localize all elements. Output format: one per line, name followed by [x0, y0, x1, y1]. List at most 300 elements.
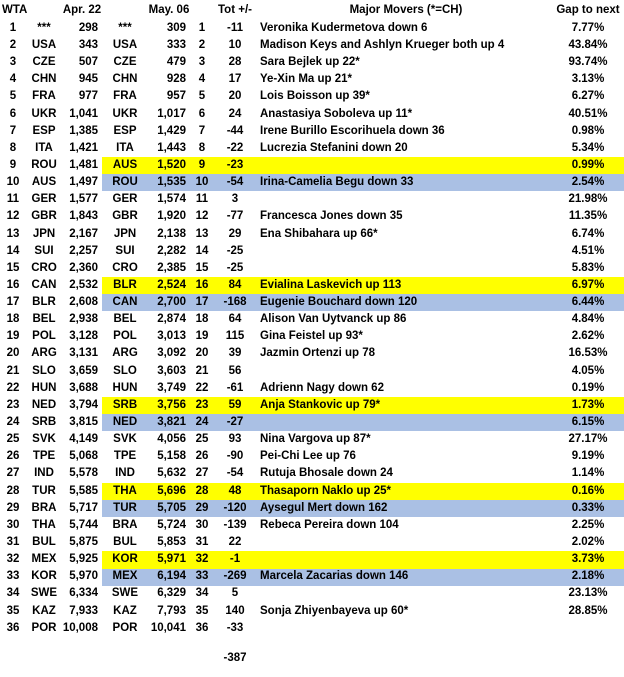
row-left-section	[0, 329, 102, 346]
rank-cell: 3	[9, 56, 17, 69]
may-rank-cell: 18	[195, 313, 209, 326]
row-right-section	[102, 140, 624, 157]
column-header-gap-to-next: Gap to next	[556, 4, 620, 17]
totals-row	[0, 650, 624, 667]
rank-cell: 5	[9, 90, 17, 103]
tot-change-cell: 10	[228, 38, 242, 51]
row-right-section	[102, 71, 624, 88]
rank-cell: 30	[6, 518, 20, 531]
tot-change-cell: -22	[226, 141, 244, 154]
column-header-may-06: May. 06	[148, 4, 190, 17]
column-header-major-movers: Major Movers (*=CH)	[349, 4, 463, 17]
table-row	[0, 363, 624, 380]
apr-country-cell: ***	[37, 21, 51, 34]
may-points-cell: 5,632	[157, 467, 186, 480]
tot-change-cell: 3	[231, 193, 239, 206]
may-country-cell: GER	[112, 193, 138, 206]
mover-cell: Pei-Chi Lee up 76	[260, 450, 356, 463]
gap-cell: 5.83%	[571, 261, 605, 274]
rank-cell: 20	[6, 347, 20, 360]
tot-change-cell: 115	[225, 330, 245, 343]
totals-left-section	[0, 650, 102, 667]
row-right-section	[102, 37, 624, 54]
may-rank-cell: 30	[195, 518, 209, 531]
may-points-cell: 2,138	[157, 227, 186, 240]
mover-cell: Rebeca Pereira down 104	[260, 518, 399, 531]
row-left-section	[0, 346, 102, 363]
gap-cell: 2.18%	[571, 570, 605, 583]
table-row	[0, 329, 624, 346]
may-rank-cell: 1	[198, 21, 206, 34]
may-country-cell: ARG	[112, 347, 138, 360]
apr-country-cell: HUN	[31, 381, 57, 394]
may-country-cell: IND	[115, 467, 135, 480]
row-left-section	[0, 20, 102, 37]
may-points-cell: 5,971	[157, 553, 186, 566]
may-country-cell: MEX	[112, 570, 138, 583]
gap-cell: 11.35%	[568, 210, 608, 223]
mover-cell: Aysegul Mert down 162	[260, 501, 388, 514]
apr-points-cell: 2,608	[69, 296, 98, 309]
row-left-section	[0, 534, 102, 551]
row-left-section	[0, 71, 102, 88]
may-points-cell: 333	[166, 38, 186, 51]
row-right-section	[102, 517, 624, 534]
may-country-cell: BLR	[113, 278, 137, 291]
may-country-cell: THA	[113, 484, 137, 497]
tot-change-cell: 24	[228, 107, 242, 120]
may-rank-cell: 28	[195, 484, 209, 497]
apr-country-cell: SUI	[34, 244, 54, 257]
may-rank-cell: 3	[198, 56, 206, 69]
apr-points-cell: 6,334	[69, 587, 98, 600]
gap-cell: 6.97%	[571, 278, 605, 291]
apr-points-cell: 3,815	[69, 416, 98, 429]
table-row	[0, 449, 624, 466]
may-country-cell: NED	[112, 416, 138, 429]
row-right-section-highlighted-yellow	[102, 551, 624, 568]
gap-cell: 43.84%	[568, 38, 608, 51]
apr-points-cell: 5,578	[69, 467, 98, 480]
table-row	[0, 569, 624, 586]
table-row	[0, 174, 624, 191]
row-left-section	[0, 551, 102, 568]
apr-points-cell: 5,970	[69, 570, 98, 583]
apr-points-cell: 1,385	[69, 124, 98, 137]
tot-change-cell: -77	[226, 210, 244, 223]
may-points-cell: 5,724	[157, 518, 186, 531]
table-row	[0, 397, 624, 414]
rank-cell: 17	[6, 296, 20, 309]
apr-country-cell: NED	[31, 398, 57, 411]
may-country-cell: SLO	[113, 364, 137, 377]
row-right-section	[102, 243, 624, 260]
rank-cell: 6	[9, 107, 17, 120]
row-right-section	[102, 534, 624, 551]
table-row	[0, 311, 624, 328]
gap-cell: 6.15%	[571, 416, 605, 429]
row-right-section	[102, 209, 624, 226]
may-points-cell: 3,603	[157, 364, 186, 377]
table-row	[0, 414, 624, 431]
apr-points-cell: 2,938	[69, 313, 98, 326]
tot-change-cell: -27	[226, 416, 244, 429]
apr-points-cell: 5,875	[69, 536, 98, 549]
may-country-cell: ROU	[112, 176, 138, 189]
apr-country-cell: SWE	[30, 587, 58, 600]
tot-change-cell: -139	[223, 518, 247, 531]
may-rank-cell: 29	[195, 501, 209, 514]
rank-cell: 1	[9, 21, 17, 34]
gap-cell: 23.13%	[568, 587, 608, 600]
tot-change-cell: 22	[228, 536, 242, 549]
may-rank-cell: 32	[195, 553, 209, 566]
may-rank-cell: 8	[198, 141, 206, 154]
may-country-cell: POL	[113, 330, 137, 343]
gap-cell: 3.73%	[571, 553, 605, 566]
may-country-cell: KAZ	[113, 604, 137, 617]
apr-country-cell: CHN	[31, 73, 57, 86]
row-left-section	[0, 380, 102, 397]
may-rank-cell: 35	[195, 604, 209, 617]
apr-country-cell: MEX	[31, 553, 57, 566]
rank-cell: 35	[6, 604, 20, 617]
may-points-cell: 2,524	[157, 278, 186, 291]
tot-change-cell: -120	[223, 501, 247, 514]
row-left-section	[0, 517, 102, 534]
may-country-cell: CHN	[112, 73, 138, 86]
may-rank-cell: 17	[195, 296, 209, 309]
rank-cell: 27	[6, 467, 20, 480]
column-header-apr-22: Apr. 22	[62, 4, 102, 17]
rank-cell: 4	[9, 73, 17, 86]
mover-cell: Veronika Kudermetova down 6	[260, 21, 428, 34]
may-rank-cell: 10	[195, 176, 209, 189]
gap-cell: 93.74%	[568, 56, 608, 69]
totals-right-section	[102, 650, 624, 667]
may-points-cell: 2,700	[157, 296, 186, 309]
apr-points-cell: 4,149	[69, 433, 98, 446]
tot-change-cell: 84	[228, 278, 242, 291]
apr-points-cell: 343	[78, 38, 98, 51]
may-country-cell: FRA	[113, 90, 137, 103]
may-rank-cell: 34	[195, 587, 209, 600]
tot-change-cell: -25	[226, 261, 244, 274]
may-points-cell: 4,056	[157, 433, 186, 446]
rank-cell: 21	[6, 364, 20, 377]
mover-cell: Sara Bejlek up 22*	[260, 56, 360, 69]
mover-cell: Irina-Camelia Begu down 33	[260, 176, 414, 189]
gap-cell: 3.13%	[571, 73, 605, 86]
may-rank-cell: 23	[195, 398, 209, 411]
may-points-cell: 6,194	[157, 570, 186, 583]
table-row	[0, 431, 624, 448]
may-points-cell: 1,520	[157, 158, 186, 171]
gap-cell: 4.51%	[571, 244, 605, 257]
gap-cell: 21.98%	[568, 193, 608, 206]
row-right-section	[102, 329, 624, 346]
may-rank-cell: 31	[195, 536, 209, 549]
may-points-cell: 1,443	[157, 141, 186, 154]
apr-country-cell: TPE	[32, 450, 56, 463]
may-points-cell: 479	[166, 56, 186, 69]
may-rank-cell: 4	[198, 73, 206, 86]
table-row	[0, 534, 624, 551]
table-row	[0, 483, 624, 500]
may-points-cell: 5,158	[157, 450, 186, 463]
gap-cell: 28.85%	[568, 604, 608, 617]
table-row	[0, 140, 624, 157]
apr-country-cell: ESP	[32, 124, 56, 137]
apr-country-cell: CZE	[32, 56, 56, 69]
row-right-section	[102, 54, 624, 71]
may-points-cell: 2,282	[157, 244, 186, 257]
row-left-section	[0, 620, 102, 637]
apr-points-cell: 5,068	[69, 450, 98, 463]
gap-cell: 16.53%	[568, 347, 608, 360]
table-row	[0, 517, 624, 534]
may-country-cell: SWE	[111, 587, 139, 600]
apr-points-cell: 3,131	[69, 347, 98, 360]
mover-cell: Alison Van Uytvanck up 86	[260, 313, 407, 326]
mover-cell: Evialina Laskevich up 113	[260, 278, 402, 291]
apr-points-cell: 1,497	[69, 176, 98, 189]
may-rank-cell: 16	[195, 278, 209, 291]
table-row	[0, 346, 624, 363]
gap-cell: 9.19%	[571, 450, 605, 463]
may-country-cell: HUN	[112, 381, 138, 394]
tot-change-cell: 59	[228, 398, 242, 411]
apr-points-cell: 1,843	[69, 210, 98, 223]
table-row	[0, 277, 624, 294]
may-points-cell: 3,821	[157, 416, 186, 429]
column-header-tot-change: Tot +/-	[218, 4, 252, 17]
apr-country-cell: ROU	[31, 158, 57, 171]
header-row	[0, 2, 624, 20]
may-rank-cell: 7	[198, 124, 206, 137]
may-rank-cell: 22	[195, 381, 209, 394]
apr-country-cell: TUR	[32, 484, 56, 497]
apr-points-cell: 1,041	[69, 107, 98, 120]
may-rank-cell: 12	[195, 210, 209, 223]
row-right-section	[102, 89, 624, 106]
may-points-cell: 2,874	[157, 313, 186, 326]
mover-cell: Lucrezia Stefanini down 20	[260, 141, 408, 154]
row-right-section	[102, 311, 624, 328]
tot-change-cell: 29	[228, 227, 242, 240]
gap-cell: 6.27%	[571, 90, 605, 103]
mover-cell: Anastasiya Soboleva up 11*	[260, 107, 413, 120]
row-right-section	[102, 20, 624, 37]
rank-cell: 22	[6, 381, 20, 394]
apr-points-cell: 507	[78, 56, 98, 69]
may-country-cell: SRB	[112, 398, 138, 411]
may-country-cell: UKR	[112, 107, 138, 120]
may-rank-cell: 19	[195, 330, 209, 343]
apr-country-cell: POR	[31, 621, 57, 634]
may-country-cell: POR	[112, 621, 138, 634]
rank-cell: 12	[6, 210, 20, 223]
apr-country-cell: BRA	[31, 501, 57, 514]
gap-cell: 0.16%	[571, 484, 605, 497]
may-points-cell: 3,092	[157, 347, 186, 360]
tot-change-cell: 5	[231, 587, 239, 600]
may-country-cell: ESP	[113, 124, 137, 137]
row-left-section	[0, 500, 102, 517]
tot-change-cell: 48	[228, 484, 242, 497]
tot-change-cell: -1	[229, 553, 241, 566]
gap-cell: 5.34%	[571, 141, 605, 154]
mover-cell: Rutuja Bhosale down 24	[260, 467, 393, 480]
mover-cell: Marcela Zacarias down 146	[260, 570, 409, 583]
rank-cell: 29	[6, 501, 20, 514]
apr-country-cell: KAZ	[32, 604, 56, 617]
apr-points-cell: 3,794	[69, 398, 98, 411]
row-right-section	[102, 603, 624, 620]
row-right-section	[102, 363, 624, 380]
may-rank-cell: 27	[195, 467, 209, 480]
tot-change-cell: 39	[228, 347, 242, 360]
row-left-section	[0, 226, 102, 243]
mover-cell: Adrienn Nagy down 62	[260, 381, 384, 394]
gap-cell: 40.51%	[568, 107, 608, 120]
row-left-section	[0, 106, 102, 123]
rank-cell: 9	[9, 158, 17, 171]
may-points-cell: 1,920	[157, 210, 186, 223]
apr-country-cell: KOR	[31, 570, 57, 583]
apr-points-cell: 977	[78, 90, 98, 103]
row-right-section-highlighted-blue	[102, 569, 624, 586]
mover-cell: Eugenie Bouchard down 120	[260, 296, 418, 309]
rank-cell: 24	[6, 416, 20, 429]
apr-points-cell: 298	[78, 21, 98, 34]
mover-cell: Irene Burillo Escorihuela down 36	[260, 124, 445, 137]
row-left-section	[0, 260, 102, 277]
table-row	[0, 586, 624, 603]
table-row	[0, 620, 624, 637]
apr-country-cell: FRA	[32, 90, 56, 103]
rank-cell: 23	[6, 398, 20, 411]
apr-country-cell: POL	[32, 330, 56, 343]
may-rank-cell: 15	[195, 261, 209, 274]
row-right-section	[102, 466, 624, 483]
rank-cell: 19	[6, 330, 20, 343]
table-row	[0, 37, 624, 54]
may-rank-cell: 6	[198, 107, 206, 120]
may-points-cell: 5,696	[157, 484, 186, 497]
apr-points-cell: 1,481	[69, 158, 98, 171]
rank-cell: 26	[6, 450, 20, 463]
may-points-cell: 3,013	[157, 330, 186, 343]
apr-country-cell: GBR	[31, 210, 57, 223]
row-left-section	[0, 363, 102, 380]
may-rank-cell: 13	[195, 227, 209, 240]
row-left-section	[0, 140, 102, 157]
may-country-cell: ITA	[116, 141, 134, 154]
gap-cell: 0.99%	[571, 158, 605, 171]
may-points-cell: 5,705	[157, 501, 186, 514]
tot-change-cell: -11	[227, 21, 243, 34]
apr-country-cell: UKR	[31, 107, 57, 120]
table-row	[0, 226, 624, 243]
row-left-section	[0, 54, 102, 71]
gap-cell: 6.74%	[571, 227, 605, 240]
rank-cell: 18	[6, 313, 20, 326]
table-row	[0, 89, 624, 106]
tot-change-cell: 20	[228, 90, 242, 103]
may-points-cell: 6,329	[157, 587, 186, 600]
may-rank-cell: 9	[198, 158, 206, 171]
rank-cell: 13	[6, 227, 20, 240]
may-rank-cell: 24	[195, 416, 209, 429]
may-rank-cell: 26	[195, 450, 209, 463]
tot-change-cell: -269	[223, 570, 247, 583]
table-row	[0, 106, 624, 123]
may-country-cell: CRO	[112, 261, 138, 274]
may-points-cell: 957	[166, 90, 186, 103]
row-right-section	[102, 431, 624, 448]
mover-cell: Madison Keys and Ashlyn Krueger both up 4	[260, 38, 505, 51]
may-country-cell: SUI	[115, 244, 135, 257]
mover-cell: Nina Vargova up 87*	[260, 433, 371, 446]
apr-country-cell: SVK	[32, 433, 56, 446]
gap-cell: 7.77%	[571, 21, 605, 34]
apr-points-cell: 7,933	[69, 604, 98, 617]
apr-points-cell: 2,360	[69, 261, 98, 274]
rank-cell: 33	[6, 570, 20, 583]
row-left-section	[0, 89, 102, 106]
rank-cell: 8	[9, 141, 17, 154]
tot-change-cell: 64	[228, 313, 242, 326]
may-points-cell: 1,535	[157, 176, 186, 189]
may-points-cell: 1,574	[157, 193, 186, 206]
table-row	[0, 294, 624, 311]
may-country-cell: KOR	[112, 553, 138, 566]
may-country-cell: JPN	[113, 227, 137, 240]
may-country-cell: TPE	[113, 450, 137, 463]
apr-country-cell: GER	[31, 193, 57, 206]
mover-cell: Sonja Zhiyenbayeva up 60*	[260, 604, 409, 617]
row-right-section	[102, 380, 624, 397]
may-points-cell: 3,749	[157, 381, 186, 394]
gap-cell: 2.25%	[571, 518, 605, 531]
gap-cell: 0.98%	[571, 124, 605, 137]
mover-cell: Ena Shibahara up 66*	[260, 227, 378, 240]
tot-change-cell: -33	[226, 621, 244, 634]
gap-cell: 4.05%	[571, 364, 605, 377]
rank-cell: 32	[6, 553, 20, 566]
may-points-cell: 3,756	[157, 398, 186, 411]
tot-change-cell: -44	[226, 124, 244, 137]
may-points-cell: 309	[166, 21, 186, 34]
row-left-section	[0, 294, 102, 311]
may-country-cell: BEL	[113, 313, 137, 326]
row-left-section	[0, 603, 102, 620]
apr-country-cell: BUL	[32, 536, 56, 549]
may-country-cell: BRA	[112, 518, 138, 531]
table-row	[0, 380, 624, 397]
row-left-section	[0, 174, 102, 191]
apr-country-cell: BLR	[32, 296, 56, 309]
mover-cell: Gina Feistel up 93*	[260, 330, 363, 343]
gap-cell: 1.73%	[571, 398, 605, 411]
row-right-section-highlighted-yellow	[102, 483, 624, 500]
row-right-section	[102, 106, 624, 123]
apr-points-cell: 2,532	[69, 278, 98, 291]
may-points-cell: 10,041	[150, 621, 186, 634]
mover-cell: Anja Stankovic up 79*	[260, 398, 381, 411]
gap-cell: 0.33%	[571, 501, 605, 514]
